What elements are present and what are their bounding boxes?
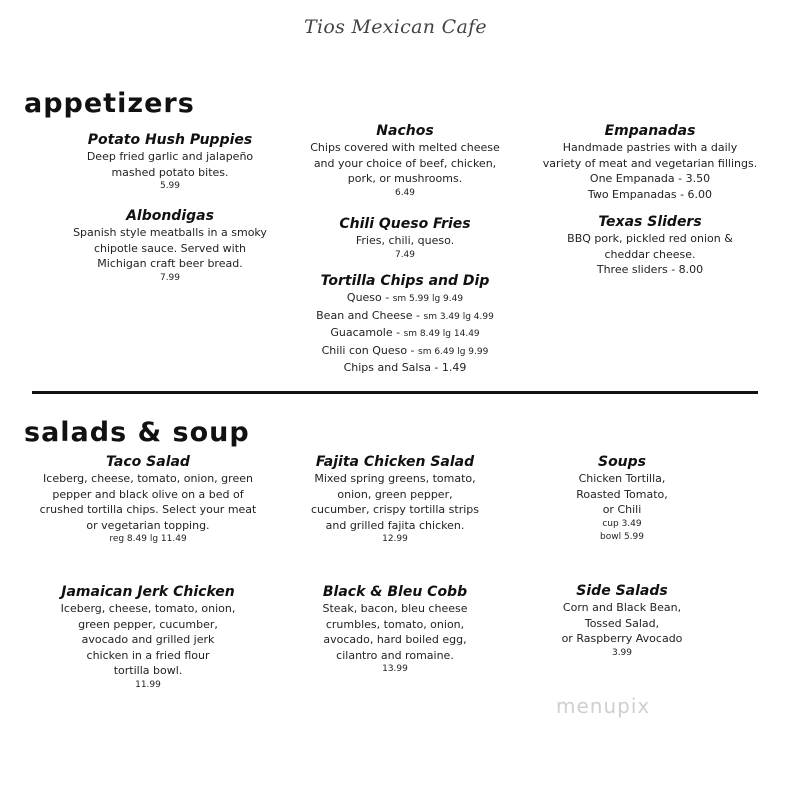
item-name: Empanadas xyxy=(604,123,696,139)
menu-item-fajita-chicken-salad xyxy=(265,453,525,546)
menu-item-potato-hush-puppies xyxy=(40,131,300,193)
item-desc-line: cheddar cheese. xyxy=(604,247,696,261)
menu-item-nachos xyxy=(275,122,535,200)
item-name: Albondigas xyxy=(126,208,214,224)
item-name: Side Salads xyxy=(576,583,668,599)
item-name: Nachos xyxy=(376,123,434,139)
item-desc-line: crumbles, tomato, onion, xyxy=(325,617,465,631)
item-desc-line: cilantro and romaine. xyxy=(336,648,454,662)
menu-item-tortilla-chips-and-dip xyxy=(275,272,535,376)
item-desc-line: onion, green pepper, xyxy=(337,487,453,501)
item-price: 12.99 xyxy=(382,534,408,544)
item-desc-line: green pepper, cucumber, xyxy=(78,617,218,631)
item-desc-line: Chips covered with melted cheese xyxy=(310,141,500,154)
item-name: Tortilla Chips and Dip xyxy=(320,273,490,289)
item-desc-line: Iceberg, cheese, tomato, onion, green xyxy=(43,472,253,485)
dip-label: Bean and Cheese - xyxy=(316,308,424,322)
item-price: 11.99 xyxy=(135,679,161,690)
item-name: Texas Sliders xyxy=(598,214,702,230)
appetizers-heading: appetizers xyxy=(24,88,195,119)
dip-label: Chips and Salsa - 1.49 xyxy=(343,361,467,374)
item-price-line: Two Empanadas - 6.00 xyxy=(587,187,713,201)
item-price: 5.99 xyxy=(159,181,181,191)
menu-item-black-bleu-cobb xyxy=(265,583,525,676)
menu-item-albondigas xyxy=(40,207,300,285)
menu-item-jamaican-jerk-chicken xyxy=(18,583,278,692)
menu-item-side-salads xyxy=(492,582,752,660)
item-desc-line: Chicken Tortilla, xyxy=(578,472,666,485)
item-desc-line: and your choice of beef, chicken, xyxy=(313,156,497,170)
dip-row xyxy=(275,290,535,308)
dip-row xyxy=(275,343,535,361)
item-desc-line: Steak, bacon, bleu cheese xyxy=(322,602,468,615)
item-price: 7.49 xyxy=(394,249,416,260)
item-desc-line: Fries, chili, queso. xyxy=(355,234,455,247)
item-name: Taco Salad xyxy=(106,454,190,470)
dip-label: Queso - xyxy=(346,291,393,304)
item-desc-line: Deep fried garlic and jalapeño xyxy=(86,150,254,163)
item-name: Chili Queso Fries xyxy=(339,216,471,232)
item-desc-line: Spanish style meatballs in a smoky xyxy=(73,226,267,239)
item-desc-line: avocado, hard boiled egg, xyxy=(323,633,467,646)
item-name: Soups xyxy=(597,454,647,470)
item-desc-line: pepper and black olive on a bed of xyxy=(52,487,244,501)
dip-row xyxy=(275,325,535,343)
item-price: 6.49 xyxy=(394,187,416,198)
item-price: 3.99 xyxy=(611,647,633,658)
item-desc-line: or vegetarian topping. xyxy=(86,518,210,532)
item-desc-line: pork, or mushrooms. xyxy=(347,172,463,185)
item-desc-line: chicken in a fried flour xyxy=(86,648,210,662)
item-desc-line: variety of meat and vegetarian fillings. xyxy=(542,156,758,170)
item-desc-line: or Raspberry Avocado xyxy=(561,632,683,645)
item-name: Fajita Chicken Salad xyxy=(315,454,475,470)
item-desc-line: Tossed Salad, xyxy=(584,616,660,630)
menu-item-texas-sliders xyxy=(520,213,780,278)
dip-sizes: sm 3.49 lg 4.99 xyxy=(423,311,494,322)
dip-label: Guacamole - xyxy=(330,326,404,339)
item-name: Jamaican Jerk Chicken xyxy=(61,584,235,600)
menu-item-empanadas xyxy=(520,122,780,202)
menu-item-soups xyxy=(492,453,752,544)
item-price: 13.99 xyxy=(382,664,408,674)
item-desc-line: avocado and grilled jerk xyxy=(81,633,215,646)
item-name: Black & Bleu Cobb xyxy=(322,584,468,600)
item-desc-line: and grilled fajita chicken. xyxy=(325,518,465,532)
item-desc-line: Handmade pastries with a daily xyxy=(562,141,738,154)
item-desc-line: Mixed spring greens, tomato, xyxy=(314,472,476,485)
section-divider xyxy=(32,391,758,394)
item-desc-line: tortilla bowl. xyxy=(113,664,183,677)
dip-sizes: sm 5.99 lg 9.49 xyxy=(392,294,464,304)
item-desc-line: cucumber, crispy tortilla strips xyxy=(311,503,479,516)
salads-soup-heading: salads & soup xyxy=(24,417,250,448)
restaurant-logo: Tios Mexican Cafe xyxy=(304,16,487,38)
dip-row xyxy=(275,360,535,376)
item-desc-line: mashed potato bites. xyxy=(111,165,229,179)
item-name: Potato Hush Puppies xyxy=(87,132,253,148)
menu-item-taco-salad xyxy=(18,453,278,546)
item-price-line: One Empanada - 3.50 xyxy=(589,172,711,185)
item-price-bowl: bowl 5.99 xyxy=(600,531,644,542)
item-price-cup: cup 3.49 xyxy=(602,518,642,529)
item-desc-line: Iceberg, cheese, tomato, onion, xyxy=(60,602,236,615)
item-price-line: Three sliders - 8.00 xyxy=(596,263,704,276)
item-desc-line: crushed tortilla chips. Select your meat xyxy=(39,503,257,516)
dip-sizes: sm 8.49 lg 14.49 xyxy=(403,329,480,339)
menupix-watermark: menupix xyxy=(556,694,651,718)
menu-item-chili-queso-fries xyxy=(275,215,535,262)
item-desc-line: Michigan craft beer bread. xyxy=(97,257,243,270)
dip-sizes: sm 6.49 lg 9.99 xyxy=(418,346,489,357)
item-desc-line: Roasted Tomato, xyxy=(576,487,668,501)
item-desc-line: BBQ pork, pickled red onion & xyxy=(567,232,733,245)
dip-row xyxy=(275,308,535,326)
item-desc-line: chipotle sauce. Served with xyxy=(93,241,247,255)
item-desc-line: or Chili xyxy=(602,503,642,516)
item-price: reg 8.49 lg 11.49 xyxy=(109,534,187,544)
dip-label: Chili con Queso - xyxy=(321,343,419,357)
item-price: 7.99 xyxy=(159,272,181,283)
item-desc-line: Corn and Black Bean, xyxy=(562,601,682,614)
